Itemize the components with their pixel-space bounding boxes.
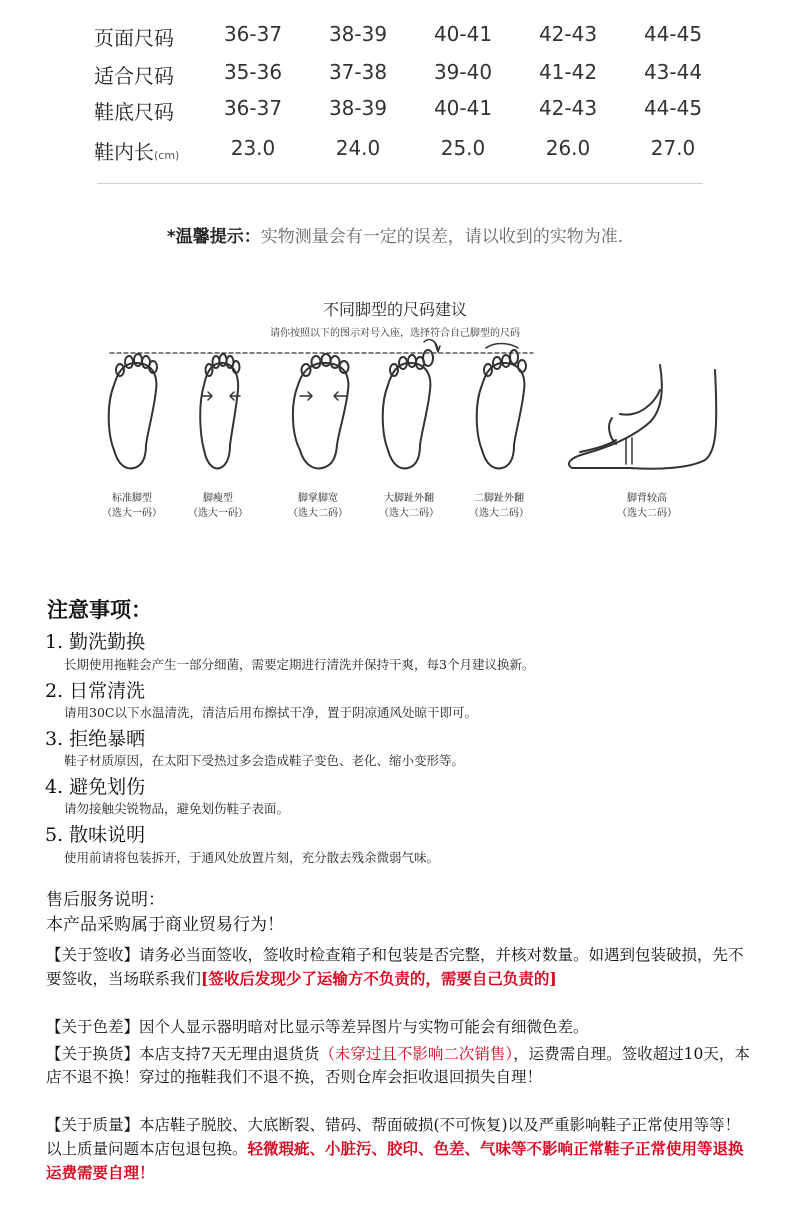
foot-guide-title: 不同脚型的尺码建议: [322, 300, 467, 319]
note-title: 5. 散味说明: [45, 824, 146, 846]
table-cell: 41-42: [538, 60, 598, 84]
row-label-sole-size: 鞋底尺码: [94, 100, 174, 124]
table-cell: 25.0: [440, 136, 486, 160]
row-label-fit-size: 适合尺码: [94, 64, 174, 88]
note-body: 请用30C以下水温清洗，清洁后用布擦拭干净，置于阴凉通风处晾干即可。: [64, 705, 477, 720]
after-sales-statement: 本产品采购属于商业贸易行为！: [46, 915, 284, 935]
table-cell: 27.0: [650, 136, 696, 160]
foot-illustrations: [0, 330, 790, 490]
foot-big-toe-icon: [383, 340, 440, 469]
table-cell: 38-39: [328, 96, 388, 120]
color-paragraph: 【关于色差】因个人显示器明暗对比显示等差异图片与实物可能会有细微色差。: [46, 1018, 589, 1036]
note-title: 1. 勤洗勤换: [45, 631, 146, 653]
table-cell: 26.0: [545, 136, 591, 160]
table-cell: 39-40: [433, 60, 493, 84]
table-cell: 40-41: [433, 22, 493, 46]
note-title: 2. 日常清洗: [45, 680, 146, 702]
foot-caption-high-instep: 脚背较高 （选大二码）: [617, 493, 677, 519]
table-cell: 42-43: [538, 22, 598, 46]
table-cell: 23.0: [230, 136, 276, 160]
divider: [97, 183, 703, 184]
row-label-page-size: 页面尺码: [94, 26, 174, 50]
table-cell: 35-36: [223, 60, 283, 84]
note-title: 4. 避免划伤: [45, 776, 146, 798]
note-body: 使用前请将包装拆开，于通风处放置片刻，充分散去残余微弱气味。: [64, 850, 440, 865]
table-cell: 24.0: [335, 136, 381, 160]
table-cell: 37-38: [328, 60, 388, 84]
table-cell: 40-41: [433, 96, 493, 120]
after-sales-heading: 售后服务说明：: [46, 890, 165, 910]
signing-paragraph: 【关于签收】请务必当面签收，签收时检查箱子和包装是否完整，并核对数量。如遇到包装破损，先不要签收，当场联系我们[签收后发现少了运输方不负责的，需要自己负责的]: [46, 946, 744, 988]
foot-guide-subtitle: 请你按照以下的图示对号入座，选择符合自己脚型的尺码: [270, 328, 520, 339]
foot-standard-icon: [109, 354, 157, 468]
foot-high-instep-icon: [569, 365, 716, 469]
row-label-inner-length: 鞋内长(cm): [94, 140, 180, 164]
foot-caption-second-toe: 二脚趾外翻 （选大二码）: [469, 493, 529, 519]
foot-caption-big-toe: 大脚趾外翻 （选大二码）: [379, 493, 439, 519]
table-cell: 38-39: [328, 22, 388, 46]
foot-caption-slim: 脚瘦型 （选大一码）: [188, 493, 248, 519]
note-body: 长期使用拖鞋会产生一部分细菌，需要定期进行清洗并保持干爽，每3个月建议换新。: [64, 657, 535, 672]
table-cell: 44-45: [643, 96, 703, 120]
foot-wide-icon: [293, 354, 349, 468]
table-cell: 43-44: [643, 60, 703, 84]
notes-heading: 注意事项：: [47, 597, 152, 622]
unit-label: (cm): [154, 149, 180, 162]
tip-text: *温馨提示：实物测量会有一定的误差，请以收到的实物为准.: [166, 227, 624, 247]
note-body: 鞋子材质原因，在太阳下受热过多会造成鞋子变色、老化、缩小变形等。: [64, 753, 465, 768]
note-title: 3. 拒绝暴晒: [45, 728, 146, 750]
table-cell: 36-37: [223, 22, 283, 46]
foot-second-toe-icon: [477, 344, 526, 469]
exchange-paragraph: 【关于换货】本店支持7天无理由退货货（未穿过且不影响二次销售），运费需自理。签收超过10天，本店不退不换！穿过的拖鞋我们不退不换，否则仓库会拒收退回损失自理！: [46, 1045, 750, 1086]
foot-caption-wide: 脚掌脚宽 （选大二码）: [288, 493, 348, 519]
quality-paragraph: 【关于质量】本店鞋子脱胶、大底断裂、错码、帮面破损(不可恢复)以及严重影响鞋子正常使用等等！以上质量问题本店包退包换。轻微瑕疵、小脏污、胶印、色差、气味等不影响正常鞋子正常使用等退换运费需要自理！: [46, 1116, 744, 1182]
foot-slim-icon: [200, 354, 240, 468]
table-cell: 36-37: [223, 96, 283, 120]
table-cell: 44-45: [643, 22, 703, 46]
note-body: 请勿接触尖锐物品，避免划伤鞋子表面。: [64, 801, 290, 816]
table-cell: 42-43: [538, 96, 598, 120]
foot-caption-standard: 标准脚型 （选大一码）: [102, 493, 162, 519]
